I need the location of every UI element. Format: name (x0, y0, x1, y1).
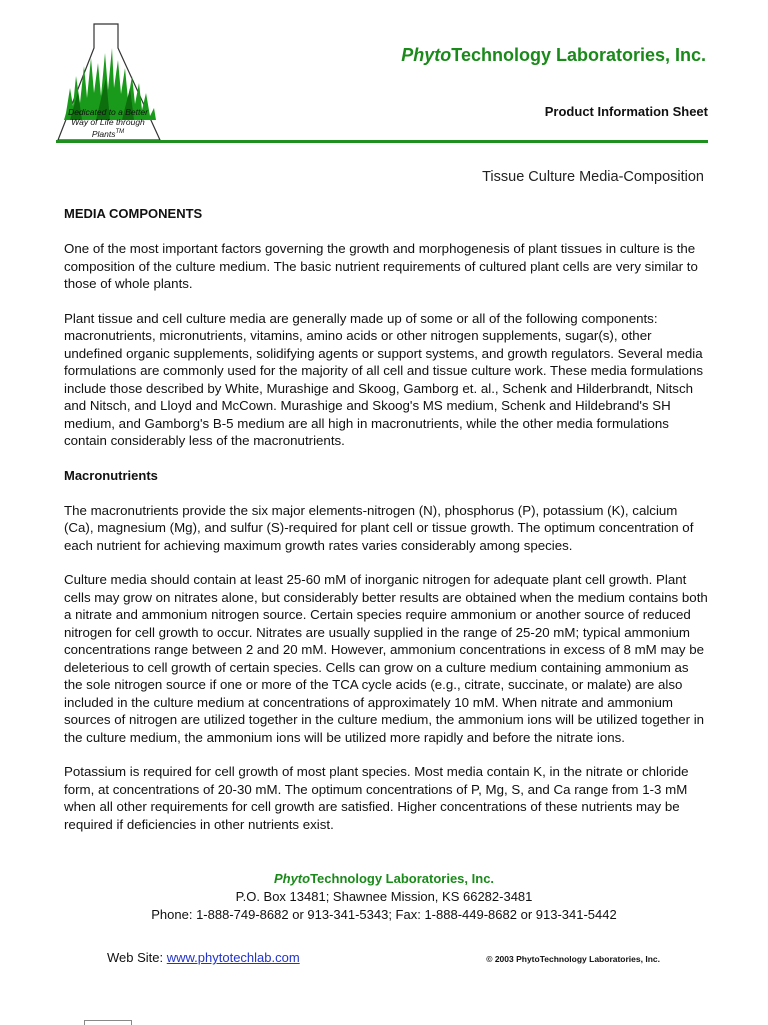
website-label: Web Site: (107, 950, 167, 965)
logo-tagline-line-3 (52, 127, 164, 139)
logo-tagline (52, 107, 164, 139)
document-body (64, 205, 710, 850)
company-name-italic: Phyto (401, 45, 452, 65)
trademark-mark: TM (115, 129, 125, 135)
website-link[interactable]: www.phytotechlab.com (166, 950, 300, 965)
page-edge-fragment (84, 1020, 132, 1025)
subsection-heading: Macronutrients (64, 467, 158, 483)
paragraph-5: Potassium is required for cell growth of most plant species. Most media contain K, in the nitrate or chloride form, at concentrations of 20-30 mM. The optimum concentrations of P, Mg, S, and Ca range from 1-3 mM when all other requirements for cell growth are satisfied. Higher concentrations of these nutrients may be required if deficiencies in other nutrients exist. (64, 764, 689, 832)
paragraph-1: One of the most important factors governing the growth and morphogenesis of plant tissues in culture is the composition of the culture medium. The basic nutrient requirements of cultured plant cells are very similar to those of whole plants. (64, 241, 698, 291)
paragraph-3: The macronutrients provide the six major elements-nitrogen (N), phosphorus (P), potassium (K), calcium (Ca), magnesium (Mg), and sulfur (S)-required for plant cell or tissue growth. The optimum concentration of each nutrient for achieving maximum growth rates varies considerably among species. (64, 502, 694, 553)
company-name (401, 45, 706, 66)
logo-tagline-line-2: Way of Life through (71, 117, 145, 127)
footer-website (107, 950, 300, 965)
footer-phone: Phone: 1-888-749-8682 or 913-341-5343; Fax: 1-888-449-8682 or 913-341-5442 (151, 907, 617, 922)
sheet-type: Product Information Sheet (544, 104, 708, 119)
logo-tagline-plants: Plants (91, 128, 116, 139)
footer-address: P.O. Box 13481; Shawnee Mission, KS 66282-3481 (235, 889, 533, 904)
footer-company-italic: Phyto (273, 871, 311, 886)
header-divider (56, 140, 708, 143)
document-subject: Tissue Culture Media-Composition (482, 169, 704, 185)
footer-company (0, 870, 768, 888)
footer-company-rest: Technology Laboratories, Inc. (310, 871, 495, 886)
page-footer (0, 870, 768, 924)
copyright-notice: © 2003 PhytoTechnology Laboratories, Inc. (486, 954, 660, 964)
logo-tagline-line-1: Dedicated to a Better (68, 107, 148, 117)
section-heading: MEDIA COMPONENTS (64, 206, 203, 221)
paragraph-4: Culture media should contain at least 25-60 mM of inorganic nitrogen for adequate plant cell growth. Plant cells may grow on nitrates alone, but considerably better results are obtained when the medium contains both a nitrate and ammonium nitrogen source. Certain species require ammonium or another source of reduced nitrogen for cell growth to occur. Nitrates are usually supplied in the range of 25-20 mM; typical ammonium concentrations range between 2 and 20 mM. However, ammonium concentrations in excess of 8 mM may be deleterious to cell growth of certain species. Cells can grow on a culture medium containing ammonium as the sole nitrogen source if one or more of the TCA cycle acids (e.g., citrate, succinate, or malate) are also included in the culture medium at concentrations of approximately 10 mM. When nitrate and ammonium sources of nitrogen are utilized together in the culture medium, the ammonium ions will be utilized together in the culture medium, the ammonium ions will be utilized more rapidly and before the nitrate ions. (64, 572, 708, 745)
paragraph-2: Plant tissue and cell culture media are generally made up of some or all of the following components: macronutrients, micronutrients, vitamins, amino acids or other nitrogen supplements, sugar(s), other undefined organic supplements, solidifying agents or support systems, and growth regulators. Several media formulations are commonly used for the majority of all cell and tissue culture work. These media formulations include those described by White, Murashige and Skoog, Gamborg et. al., Schenk and Hilderbrandt, Nitsch and Nitsch, and Lloyd and McCown. Murashige and Skoog's MS medium, Schenk and Hildebrand's SH medium, and Gamborg's B-5 medium are all high in macronutrients, while the other media formulations contain considerably less of the macronutrients. (64, 310, 704, 448)
company-name-rest: Technology Laboratories, Inc. (451, 45, 706, 65)
